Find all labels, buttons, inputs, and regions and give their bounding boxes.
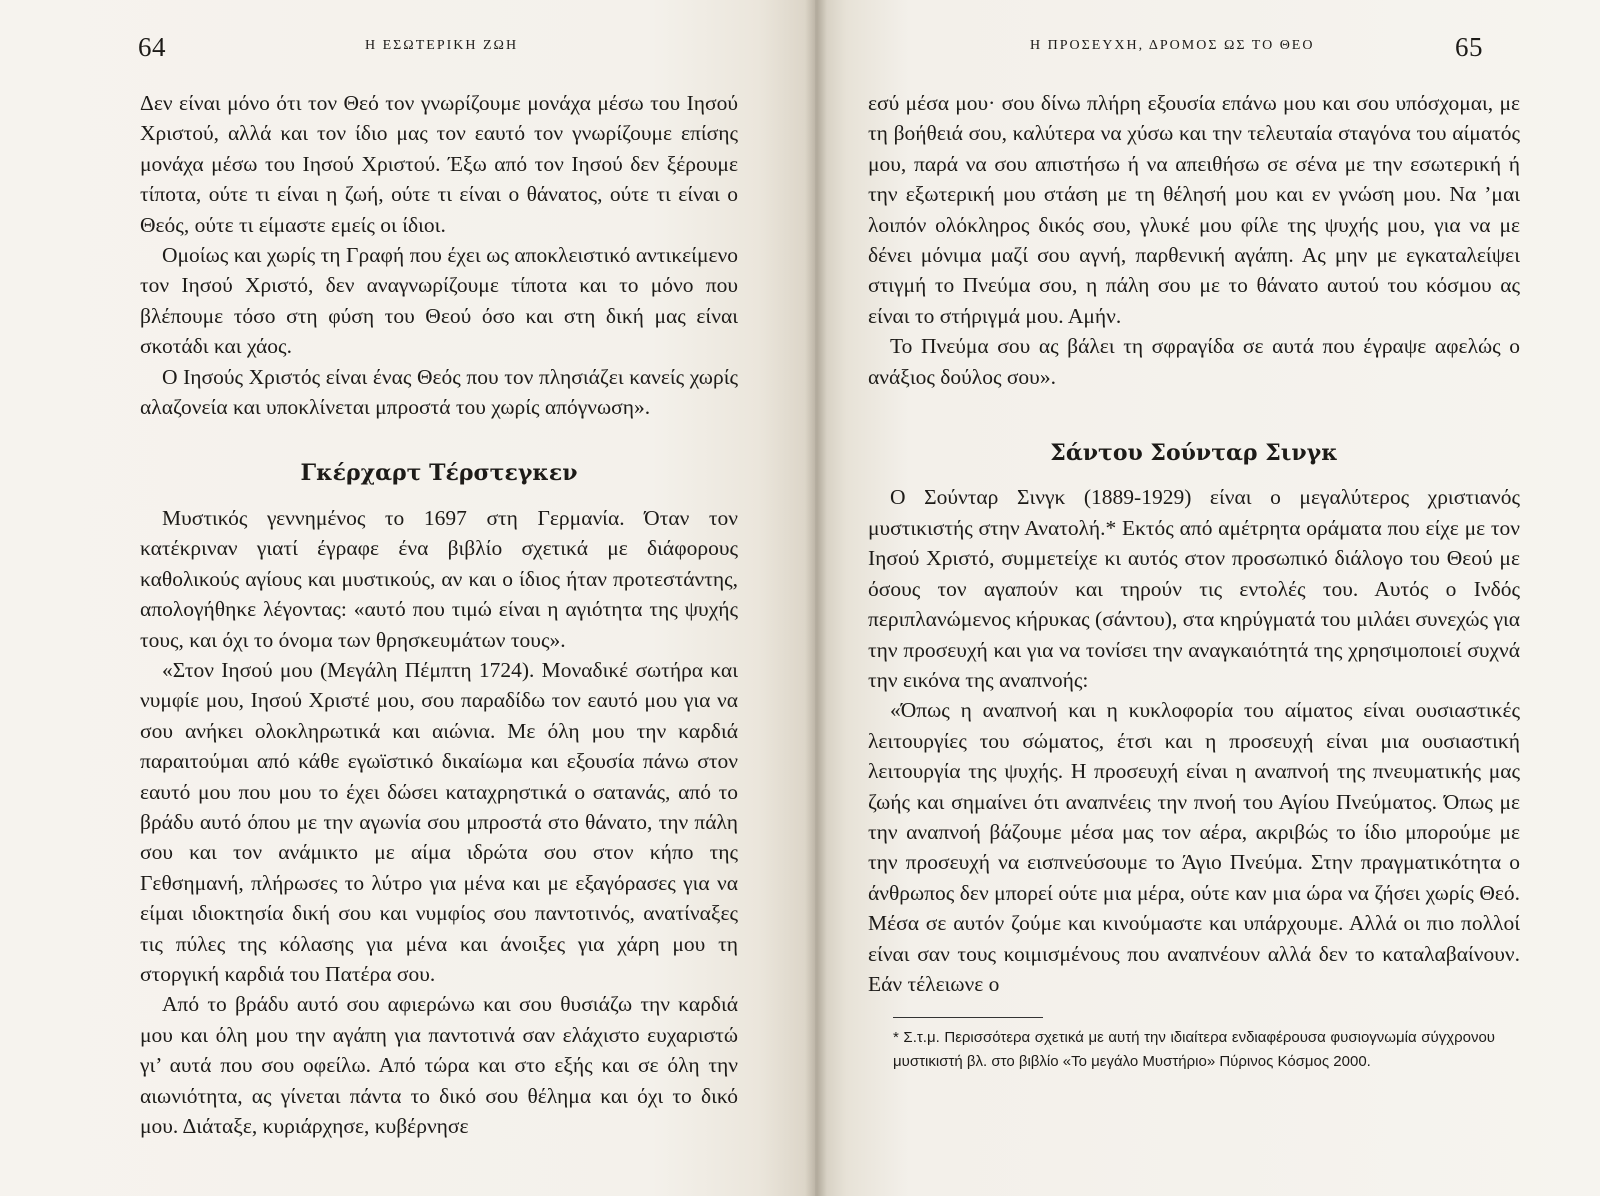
footnote-divider bbox=[893, 1017, 1043, 1018]
page-number: 64 bbox=[138, 32, 166, 62]
book-gutter bbox=[805, 0, 827, 1196]
paragraph: «Στον Ιησού μου (Μεγάλη Πέμπτη 1724). Μοναδικέ σωτήρα και νυμφίε μου, Ιησού Χριστέ μου, σου παραδίδω τον εαυτό μου για να σου ανήκει ολοκληρωτικά και αιώνια. Με όλη μου την καρδιά παραιτούμαι από κάθε εγωϊστικό δικαίωμα και εξουσία πάνω στον εαυτό μου που μου το έχει δώσει καταχρηστικά ο σατανάς, από το βράδυ αυτό όπου με την αγωνία σου μπροστά στο θάνατο, την πάλη σου και τον ανάμικτο με αίμα ιδρώτα σου στον κήπο της Γεθσημανή, πλήρωσες το λύτρο για μένα και με εξαγόρασες για να είμαι ιδιοκτησία δική σου και νυμφίος σου παντοτινός, ανατίναξες τις πύλες της κόλασης για μένα και άνοιξες για χάρη μου τη στοργική καρδιά του Πατέρα σου. bbox=[140, 657, 738, 986]
running-head: Η ΕΣΩΤΕΡΙΚΗ ΖΩΗ bbox=[365, 38, 519, 53]
paragraph: Το Πνεύμα σου ας βάλει τη σφραγίδα σε αυτά που έγραψε αφελώς ο ανάξιος δούλος σου». bbox=[868, 334, 1520, 389]
footnote-text: * Σ.τ.μ. Περισσότερα σχετικά με αυτή την ιδιαίτερα ενδιαφέρουσα φυσιογνωμία σύγχρονου μυστικιστή βλ. στο βιβλίο «Το μεγάλο Μυστήριο» Πύρινος Κόσμος 2000. bbox=[893, 1029, 1495, 1070]
section-heading: Γκέρχαρτ Τέρστεγκεν bbox=[300, 460, 578, 487]
running-head: Η ΠΡΟΣΕΥΧΗ, ΔΡΟΜΟΣ ΩΣ ΤΟ ΘΕΟ bbox=[1030, 38, 1315, 53]
paragraph: Ο Ιησούς Χριστός είναι ένας Θεός που τον πλησιάζει κανείς χωρίς αλαζονεία και υποκλίνεται μπροστά του χωρίς απόγνωση». bbox=[140, 364, 738, 420]
section-heading: Σάντου Σούνταρ Σινγκ bbox=[1050, 440, 1338, 467]
paragraph: «Όπως η αναπνοή και η κυκλοφορία του αίματος είναι ουσιαστικές λειτουργίες του σώματος, έτσι και η προσευχή είναι μια ουσιαστική λειτουργία της ψυχής. Η προσευχή είναι η αναπνοή της πνευματικής μας ζωής και σημαίνει ότι αναπνέεις την πνοή του Αγίου Πνεύματος. Όπως με την αναπνοή βάζουμε μέσα μας τον αέρα, ακριβώς το ίδιο μπορούμε με την προσευχή να εισπνεύσουμε το Άγιο Πνεύμα. Στην πραγματικότητα ο άνθρωπος δεν μπορεί ούτε μια μέρα, ούτε καν μια ώρα να ζήσει χωρίς Θεό. Μέσα σε αυτόν ζούμε και κινούμαστε και υπάρχουμε. Αλλά οι πιο πολλοί είναι σαν τους κοιμισμένους που αναπνέουν αλλά δεν το καταλαβαίνουν. Εάν τέλειωνε ο bbox=[868, 698, 1520, 996]
page-number: 65 bbox=[1455, 32, 1483, 62]
paragraph: Μυστικός γεννημένος το 1697 στη Γερμανία. Όταν τον κατέκριναν γιατί έγραφε ένα βιβλίο σχετικά με διάφορους καθολικούς αγίους και μυστικούς, αν και ο ίδιος ήταν προτεστάντης, απολογήθηκε λέγοντας: «αυτό που τιμώ είναι η αγιότητα της ψυχής τους, και όχι το όνομα των θρησκευμάτων τους». bbox=[140, 505, 738, 652]
footnote bbox=[893, 1026, 1495, 1074]
paragraph: Ομοίως και χωρίς τη Γραφή που έχει ως αποκλειστικό αντικείμενο τον Ιησού Χριστό, δεν αναγνωρίζουμε τίποτα και το μόνο που βλέπουμε τόσο στη φύση του Θεού όσο και στη δική μας είναι σκοτάδι και χάος. bbox=[140, 243, 738, 359]
left-text-block bbox=[140, 88, 738, 1141]
paragraph: Από το βράδυ αυτό σου αφιερώνω και σου θυσιάζω την καρδιά μου και όλη μου την αγάπη για παντοτινά σαν ελάχιστο ευχαριστώ γι’ αυτά που σου οφείλω. Από τώρα και στο εξής και σε όλη την αιωνιότητα, ας γίνεται πάντα το δικό σου θέλημα και όχι το δικό μου. Διάταξε, κυριάρχησε, κυβέρνησε bbox=[140, 992, 738, 1138]
paragraph: Δεν είναι μόνο ότι τον Θεό τον γνωρίζουμε μονάχα μέσω του Ιησού Χριστού, αλλά και τον ίδιο μας τον εαυτό τον γνωρίζουμε επίσης μονάχα μέσω του Ιησού Χριστού. Έξω από τον Ιησού δεν ξέρουμε τίποτα, ούτε τι είναι η ζωή, ούτε τι είναι ο θάνατος, ούτε τι είναι ο Θεός, ούτε τι είμαστε εμείς οι ίδιοι. bbox=[140, 91, 738, 237]
right-text-block bbox=[868, 88, 1520, 999]
paragraph: Ο Σούνταρ Σινγκ (1889-1929) είναι ο μεγαλύτερος χριστιανός μυστικιστής στην Ανατολή.* Εκτός από αμέτρητα οράματα που είχε με τον Ιησού Χριστό, συμμετείχε κι αυτός στον προσωπικό διάλογο του Θεού με όσους τον αγαπούν και τηρούν τις εντολές του. Αυτός ο Ινδός περιπλανώμενος κήρυκας (σάντου), στα κηρύγματά του μιλάει συνεχώς για την προσευχή και για να τονίσει την αναγκαιότητά της χρησιμοποιεί συχνά την εικόνα της αναπνοής: bbox=[868, 485, 1520, 692]
paragraph: εσύ μέσα μου· σου δίνω πλήρη εξουσία επάνω μου και σου υπόσχομαι, με τη βοήθειά σου, καλύτερα να χύσω και την τελευταία σταγόνα του αίματός μου, παρά να σου απιστήσω ή να απειθήσω σε σένα με την εσωτερική ή την εξωτερική μου στάση με τη θέλησή μου και εν γνώση μου. Να ’μαι λοιπόν ολόκληρος δικός σου, γλυκέ μου φίλε της ψυχής μου, για να με δένει μόνιμα μαζί σου αγνή, παρθενική αγάπη. Ας μην με εγκαταλείψει στιγμή το Πνεύμα σου, η πάλη σου με το θάνατο αυτού του κόσμου ας είναι το στήριγμά μου. Αμήν. bbox=[868, 91, 1520, 328]
